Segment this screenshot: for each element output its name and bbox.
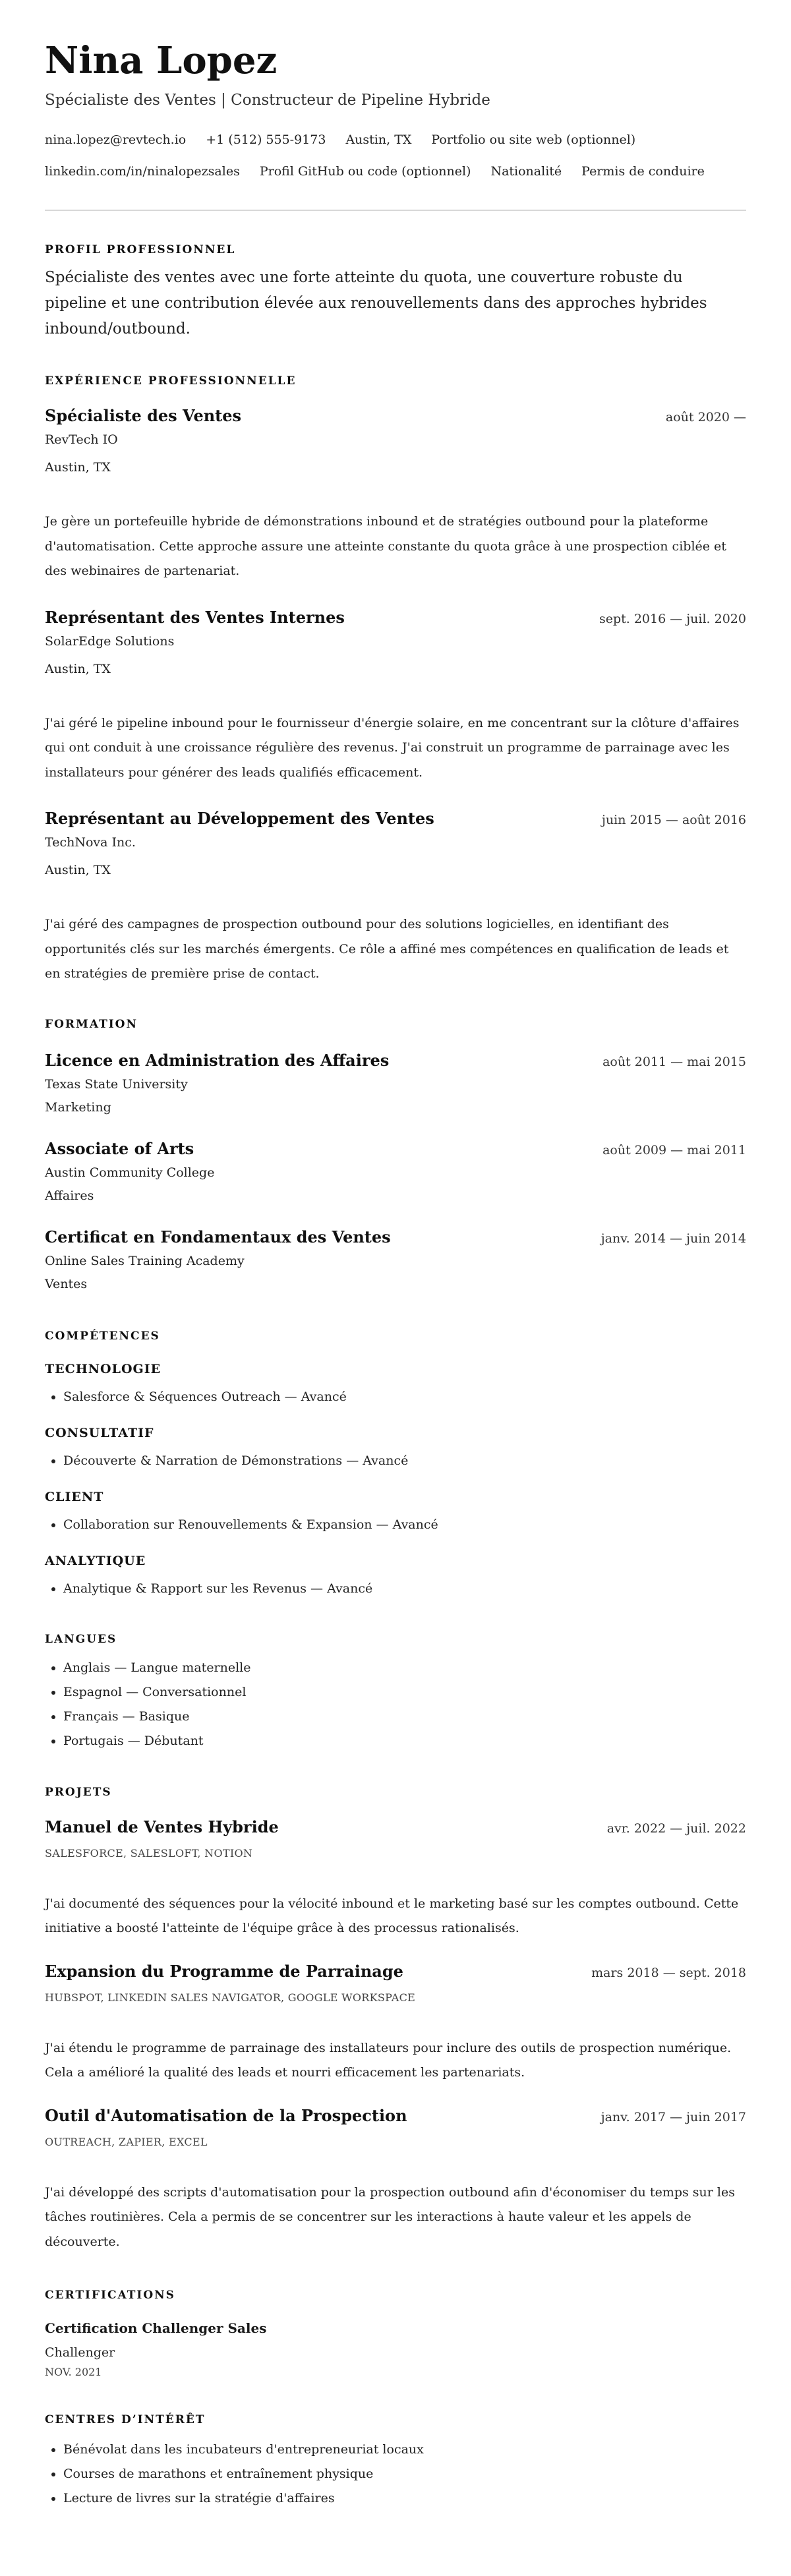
project-description: J'ai documenté des séquences pour la vélocité inbound et le marketing basé sur les comptes outbound. Cette initiative a boosté l'atteinte de l'équipe grâce à des processus rationalisés. bbox=[45, 1896, 739, 1935]
education-entry bbox=[45, 1138, 746, 1208]
contact-location: Austin, TX bbox=[345, 132, 412, 147]
skill-category: TECHNOLOGIE bbox=[45, 1361, 161, 1376]
education-header bbox=[45, 1138, 746, 1161]
contact-portfolio[interactable]: Portfolio ou site web (optionnel) bbox=[431, 132, 636, 147]
contact-driving-license: Permis de conduire bbox=[581, 164, 705, 179]
degree-title: Licence en Administration des Affaires bbox=[45, 1050, 390, 1070]
job-company: SolarEdge Solutions bbox=[45, 633, 175, 649]
interest-item: • Lecture de livres sur la stratégie d'affaires bbox=[63, 2486, 746, 2511]
skill-item: • Collaboration sur Renouvellements & Expansion — Avancé bbox=[63, 1513, 746, 1536]
section-heading: CERTIFICATIONS bbox=[45, 2289, 175, 2302]
field-of-study: Marketing bbox=[45, 1099, 111, 1115]
education-dates: août 2009 — mai 2011 bbox=[602, 1142, 746, 1157]
skills-section bbox=[45, 1328, 746, 1600]
project-description: J'ai développé des scripts d'automatisation pour la prospection outbound afin d'économiser du temps sur les tâches routinières. Cela a permis de se concentrer sur les interactions à haute valeur et les appels de découverte. bbox=[45, 2184, 735, 2249]
language-item: • Anglais — Langue maternelle bbox=[63, 1656, 746, 1680]
project-dates: janv. 2017 — juin 2017 bbox=[601, 2109, 746, 2124]
job-company: TechNova Inc. bbox=[45, 835, 136, 850]
project-tools: SALESFORCE, SALESLOFT, NOTION bbox=[45, 1846, 253, 1859]
candidate-headline: Spécialiste des Ventes | Constructeur de Pipeline Hybride bbox=[45, 92, 490, 109]
project-entry bbox=[45, 2105, 746, 2255]
profile-section bbox=[45, 242, 746, 342]
skill-category: CLIENT bbox=[45, 1489, 104, 1504]
job-location: Austin, TX bbox=[45, 460, 111, 475]
field-of-study: Ventes bbox=[45, 1276, 88, 1291]
education-dates: août 2011 — mai 2015 bbox=[602, 1054, 746, 1069]
section-heading: CENTRES D’INTÉRÊT bbox=[45, 2413, 206, 2426]
language-item: • Français — Basique bbox=[63, 1705, 746, 1729]
project-dates: avr. 2022 — juil. 2022 bbox=[606, 1821, 746, 1836]
school-name: Texas State University bbox=[45, 1076, 188, 1092]
language-item: • Portugais — Débutant bbox=[63, 1729, 746, 1753]
school-name: Online Sales Training Academy bbox=[45, 1253, 245, 1268]
project-tools: OUTREACH, ZAPIER, EXCEL bbox=[45, 2135, 208, 2148]
job-header bbox=[45, 807, 746, 831]
job-company: RevTech IO bbox=[45, 432, 118, 447]
school-name: Austin Community College bbox=[45, 1165, 215, 1180]
candidate-name: Nina Lopez bbox=[45, 39, 278, 82]
profile-summary: Spécialiste des ventes avec une forte atteinte du quota, une couverture robuste du pipeline et une contribution élevée aux renouvellements dans des approches hybrides inbound/outbound. bbox=[45, 269, 707, 337]
degree-title: Certificat en Fondamentaux des Ventes bbox=[45, 1227, 391, 1246]
section-heading: FORMATION bbox=[45, 1017, 138, 1031]
header-divider bbox=[45, 210, 746, 211]
job-dates: sept. 2016 — juil. 2020 bbox=[599, 611, 746, 626]
project-header bbox=[45, 1816, 746, 1840]
interest-item: • Courses de marathons et entraînement physique bbox=[63, 2462, 746, 2486]
section-heading: LANGUES bbox=[45, 1632, 117, 1646]
project-header bbox=[45, 2105, 746, 2128]
education-entry bbox=[45, 1049, 746, 1119]
certification-issuer: Challenger bbox=[45, 2345, 115, 2360]
job-entry bbox=[45, 807, 746, 987]
degree-title: Associate of Arts bbox=[45, 1138, 194, 1158]
certification-date: NOV. 2021 bbox=[45, 2366, 102, 2378]
skill-list bbox=[45, 1513, 746, 1536]
job-description: Je gère un portefeuille hybride de démonstrations inbound et de stratégies outbound pour la plateforme d'automatisation. Cette approche assure une atteinte constante du quota grâce à une prospection ciblée et des webinaires de partenariat. bbox=[45, 514, 726, 578]
job-header bbox=[45, 606, 746, 630]
interests-section bbox=[45, 2412, 746, 2511]
languages-section bbox=[45, 1631, 746, 1753]
skill-list bbox=[45, 1449, 746, 1472]
section-heading: PROFIL PROFESSIONNEL bbox=[45, 243, 236, 256]
skill-category: ANALYTIQUE bbox=[45, 1553, 146, 1568]
skill-item: • Salesforce & Séquences Outreach — Avancé bbox=[63, 1386, 746, 1408]
job-dates: juin 2015 — août 2016 bbox=[602, 813, 746, 827]
certification-title: Certification Challenger Sales bbox=[45, 2320, 267, 2336]
interest-item: • Bénévolat dans les incubateurs d'entrepreneuriat locaux bbox=[63, 2438, 746, 2462]
experience-section bbox=[45, 373, 746, 987]
language-item: • Espagnol — Conversationnel bbox=[63, 1680, 746, 1705]
project-title: Expansion du Programme de Parrainage bbox=[45, 1961, 403, 1981]
job-location: Austin, TX bbox=[45, 863, 111, 877]
job-description: J'ai géré des campagnes de prospection outbound pour des solutions logicielles, en identifiant des opportunités clés sur les marchés émergents. Ce rôle a affiné mes compétences en qualification de leads et en stratégies de première prise de contact. bbox=[45, 917, 729, 981]
job-entry bbox=[45, 405, 746, 584]
skill-category: CONSULTATIF bbox=[45, 1425, 154, 1440]
contact-phone: +1 (512) 555-9173 bbox=[206, 132, 326, 147]
education-section bbox=[45, 1016, 746, 1296]
project-tools: HUBSPOT, LINKEDIN SALES NAVIGATOR, GOOGLE WORKSPACE bbox=[45, 1991, 416, 2004]
skill-item: • Découverte & Narration de Démonstrations — Avancé bbox=[63, 1449, 746, 1472]
section-heading: EXPÉRIENCE PROFESSIONNELLE bbox=[45, 374, 297, 388]
job-description: J'ai géré le pipeline inbound pour le fournisseur d'énergie solaire, en me concentrant sur la clôture d'affaires qui ont conduit à une croissance régulière des revenus. J'ai construit un programme de parrainage avec les installateurs pour générer des leads qualifiés efficacement. bbox=[45, 715, 740, 780]
skill-list bbox=[45, 1577, 746, 1600]
job-title: Représentant des Ventes Internes bbox=[45, 607, 345, 627]
field-of-study: Affaires bbox=[45, 1188, 94, 1203]
project-dates: mars 2018 — sept. 2018 bbox=[591, 1965, 746, 1980]
education-entry bbox=[45, 1226, 746, 1296]
contact-linkedin[interactable]: linkedin.com/in/ninalopezsales bbox=[45, 164, 240, 179]
job-header bbox=[45, 405, 746, 428]
resume-header bbox=[45, 38, 746, 187]
project-header bbox=[45, 1960, 746, 1984]
skill-list bbox=[45, 1386, 746, 1408]
project-title: Manuel de Ventes Hybride bbox=[45, 1817, 279, 1836]
education-header bbox=[45, 1226, 746, 1250]
certification-entry bbox=[45, 2318, 746, 2382]
certifications-section bbox=[45, 2287, 746, 2382]
section-heading: COMPÉTENCES bbox=[45, 1329, 160, 1343]
project-title: Outil d'Automatisation de la Prospection bbox=[45, 2105, 407, 2125]
project-description: J'ai étendu le programme de parrainage des installateurs pour inclure des outils de prospection numérique. Cela a amélioré la qualité des leads et nourri efficacement les partenariats. bbox=[45, 2040, 732, 2080]
job-dates: août 2020 — bbox=[665, 410, 746, 424]
section-heading: PROJETS bbox=[45, 1785, 112, 1799]
job-title: Représentant au Développement des Ventes bbox=[45, 809, 434, 828]
job-title: Spécialiste des Ventes bbox=[45, 406, 242, 425]
education-dates: janv. 2014 — juin 2014 bbox=[601, 1231, 746, 1246]
projects-section bbox=[45, 1784, 746, 2255]
contact-email[interactable]: nina.lopez@revtech.io bbox=[45, 132, 187, 147]
project-entry bbox=[45, 1960, 746, 2086]
skill-item: • Analytique & Rapport sur les Revenus — Avancé bbox=[63, 1577, 746, 1600]
project-entry bbox=[45, 1816, 746, 1941]
contact-nationality: Nationalité bbox=[490, 164, 562, 179]
job-entry bbox=[45, 606, 746, 786]
contact-list bbox=[45, 124, 746, 187]
contact-github[interactable]: Profil GitHub ou code (optionnel) bbox=[259, 164, 471, 179]
education-header bbox=[45, 1049, 746, 1073]
job-location: Austin, TX bbox=[45, 661, 111, 676]
